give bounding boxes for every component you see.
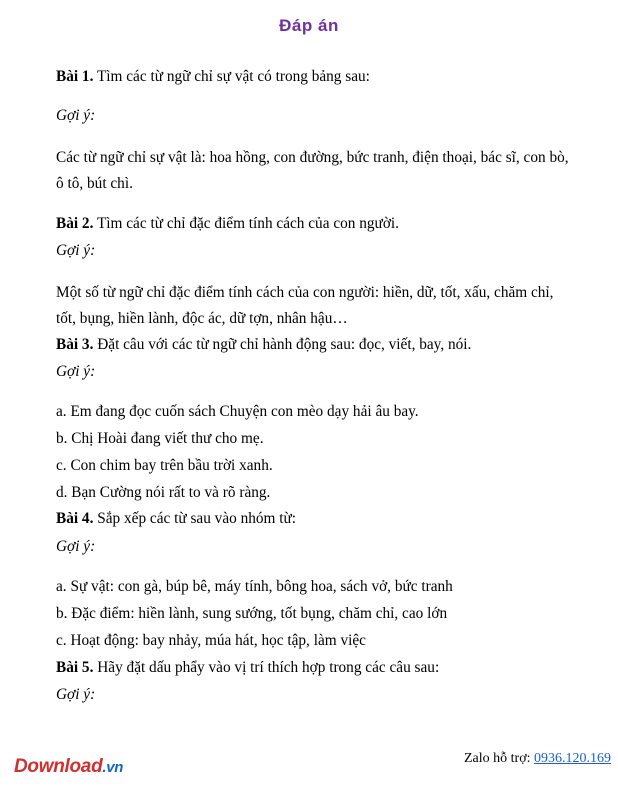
exercise-3-label: Bài 3. <box>56 336 94 353</box>
exercise-3-answer-b: b. Chị Hoài đang viết thư cho mẹ. <box>56 430 264 447</box>
exercise-2-text: Tìm các từ chỉ đặc điểm tính cách của con người. <box>93 215 399 232</box>
exercise-5-label: Bài 5. <box>56 659 94 676</box>
exercise-2-answer-line-2: tốt, bụng, hiền lành, độc ác, dữ tợn, nhân hậu… <box>56 310 348 327</box>
page-title: Đáp án <box>279 16 339 35</box>
download-vn-logo[interactable] <box>14 756 123 778</box>
exercise-3-answer-d: d. Bạn Cường nói rất to và rõ ràng. <box>56 484 271 501</box>
exercise-1-answer-line-2: ô tô, bút chì. <box>56 175 133 192</box>
exercise-4-question <box>56 510 296 528</box>
zalo-phone-link[interactable]: 0936.120.169 <box>534 751 611 766</box>
exercise-5-question <box>56 659 439 677</box>
exercise-1-answer-line-1: Các từ ngữ chỉ sự vật là: hoa hồng, con đường, bức tranh, điện thoại, bác sĩ, con bò, <box>56 149 569 166</box>
exercise-3-answer-a: a. Em đang đọc cuốn sách Chuyện con mèo dạy hải âu bay. <box>56 403 419 420</box>
logo-suffix-text: .vn <box>102 759 124 776</box>
exercise-5-hint: Gợi ý: <box>56 686 96 703</box>
exercise-3-text: Đặt câu với các từ ngữ chỉ hành động sau: đọc, viết, bay, nói. <box>93 336 472 353</box>
exercise-4-answer-a: a. Sự vật: con gà, búp bê, máy tính, bông hoa, sách vở, bức tranh <box>56 578 453 595</box>
exercise-4-answer-c: c. Hoạt động: bay nhảy, múa hát, học tập, làm việc <box>56 632 366 649</box>
exercise-1-label: Bài 1. <box>56 68 94 85</box>
logo-main-text: Download <box>14 756 103 777</box>
exercise-4-answer-b: b. Đặc điểm: hiền lành, sung sướng, tốt bụng, chăm chỉ, cao lớn <box>56 605 448 622</box>
exercise-5-text: Hãy đặt dấu phẩy vào vị trí thích hợp trong các câu sau: <box>93 659 440 676</box>
exercise-3-question <box>56 336 471 354</box>
exercise-3-hint: Gợi ý: <box>56 363 96 380</box>
zalo-label: Zalo hỗ trợ: <box>464 751 534 766</box>
exercise-2-label: Bài 2. <box>56 215 94 232</box>
exercise-4-label: Bài 4. <box>56 510 94 527</box>
exercise-1-text: Tìm các từ ngữ chỉ sự vật có trong bảng sau: <box>93 68 370 85</box>
exercise-1-question <box>56 68 370 86</box>
exercise-4-hint: Gợi ý: <box>56 538 96 555</box>
zalo-support <box>464 751 611 767</box>
exercise-4-text: Sắp xếp các từ sau vào nhóm từ: <box>93 510 297 527</box>
exercise-2-hint: Gợi ý: <box>56 242 96 259</box>
exercise-1-hint: Gợi ý: <box>56 107 96 124</box>
exercise-2-answer-line-1: Một số từ ngữ chỉ đặc điểm tính cách của con người: hiền, dữ, tốt, xấu, chăm chỉ, <box>56 284 554 301</box>
exercise-3-answer-c: c. Con chim bay trên bầu trời xanh. <box>56 457 273 474</box>
exercise-2-question <box>56 215 399 233</box>
